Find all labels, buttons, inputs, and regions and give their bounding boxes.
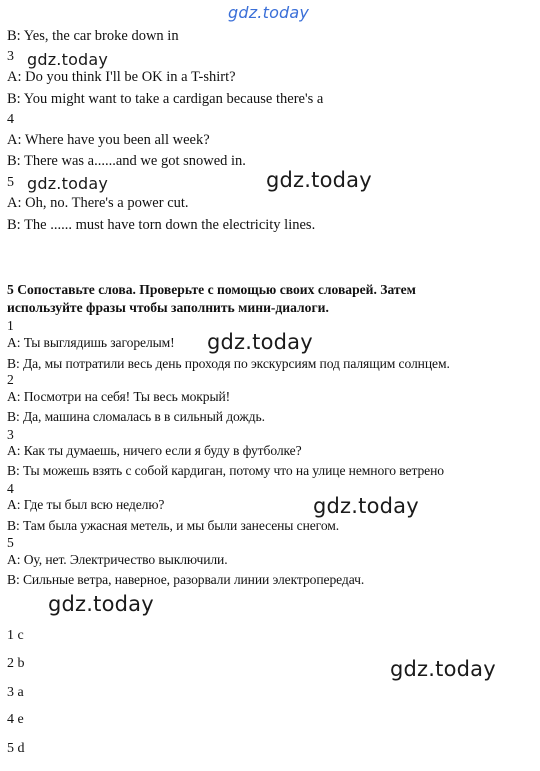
dialogue-number: 4 (7, 112, 14, 127)
dialogue-line: A: Do you think I'll be OK in a T-shirt? (7, 69, 236, 85)
dialogue-line: B: Yes, the car broke down in (7, 28, 179, 44)
dialogue-line: B: Да, машина сломалась в в сильный дождь. (7, 409, 265, 424)
watermark: gdz.today (27, 174, 109, 193)
answer-item: 3 a (7, 685, 24, 700)
dialogue-line: B: There was a......and we got snowed in. (7, 153, 246, 169)
watermark-top: gdz.today (228, 3, 310, 22)
dialogue-line: A: Oh, no. There's a power cut. (7, 195, 189, 211)
dialogue-number: 4 (7, 481, 14, 496)
dialogue-line: A: Оу, нет. Электричество выключили. (7, 552, 228, 567)
dialogue-number: 5 (7, 175, 14, 190)
dialogue-line: B: Ты можешь взять с собой кардиган, потому что на улице немного ветрено (7, 463, 444, 478)
watermark: gdz.today (266, 168, 372, 192)
task-heading: 5 Сопоставьте слова. Проверьте с помощью своих словарей. Затем (7, 282, 416, 297)
dialogue-line: B: Там была ужасная метель, и мы были занесены снегом. (7, 518, 340, 533)
watermark: gdz.today (48, 592, 154, 616)
dialogue-line: A: Where have you been all week? (7, 132, 210, 148)
dialogue-line: B: Сильные ветра, наверное, разорвали линии электропередач. (7, 572, 365, 587)
watermark: gdz.today (27, 50, 109, 69)
dialogue-line: B: You might want to take a cardigan because there's a (7, 91, 324, 107)
task-heading: используйте фразы чтобы заполнить мини-диалоги. (7, 300, 329, 315)
dialogue-number: 3 (7, 427, 14, 442)
watermark: gdz.today (207, 330, 313, 354)
dialogue-line: B: The ...... must have torn down the electricity lines. (7, 217, 316, 233)
answer-item: 5 d (7, 741, 25, 756)
dialogue-number: 2 (7, 372, 14, 387)
dialogue-line: A: Где ты был всю неделю? (7, 497, 165, 512)
dialogue-number: 1 (7, 318, 14, 333)
dialogue-line: A: Ты выглядишь загорелым! (7, 335, 175, 350)
answer-item: 4 e (7, 712, 24, 727)
watermark: gdz.today (313, 494, 419, 518)
dialogue-number: 3 (7, 49, 14, 64)
dialogue-line: B: Да, мы потратили весь день проходя по экскурсиям под палящим солнцем. (7, 356, 450, 371)
watermark: gdz.today (390, 657, 496, 681)
answer-item: 1 c (7, 628, 24, 643)
dialogue-line: A: Как ты думаешь, ничего если я буду в футболке? (7, 443, 302, 458)
dialogue-number: 5 (7, 535, 14, 550)
dialogue-line: A: Посмотри на себя! Ты весь мокрый! (7, 389, 231, 404)
answer-item: 2 b (7, 656, 25, 671)
